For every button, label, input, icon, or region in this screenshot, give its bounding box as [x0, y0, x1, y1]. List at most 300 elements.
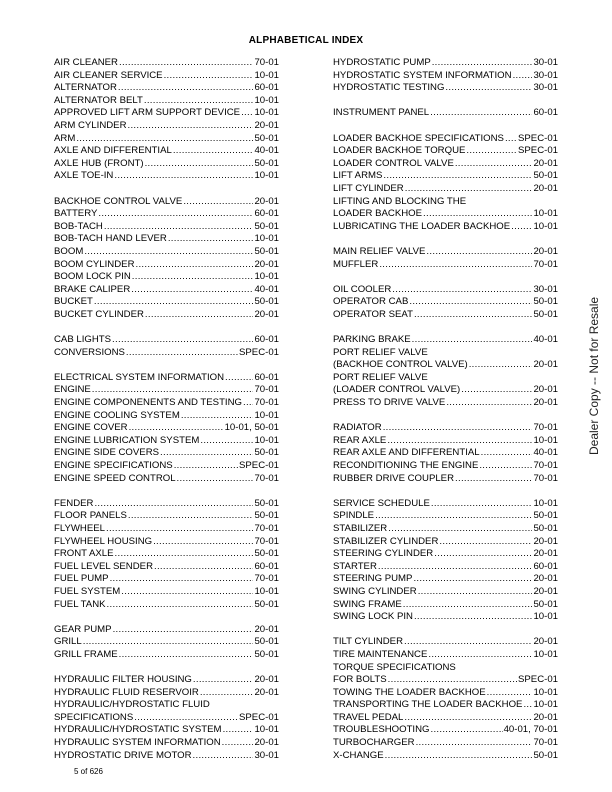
index-entry-topic: AIR CLEANER SERVICE: [54, 69, 163, 81]
dot-leader: [160, 447, 253, 460]
index-entry-page-ref: 20-01: [533, 711, 558, 723]
index-entry-page-ref: 10-01: [533, 699, 558, 711]
index-entry-page-ref: 50-01: [533, 598, 558, 610]
dot-leader: [409, 296, 532, 309]
index-entry-page-ref: 60-01: [254, 560, 279, 572]
index-entry: [333, 724, 558, 737]
index-entry: [54, 347, 279, 360]
index-entry: [333, 259, 558, 272]
index-entry-page-ref: 20-01: [533, 573, 558, 585]
index-entry-page-ref: 70-01: [254, 573, 279, 585]
dot-leader: [136, 259, 254, 272]
index-entry-page-ref: 10-01: [533, 497, 558, 509]
index-entry-topic: AXLE AND DIFFERENTIAL: [54, 145, 172, 157]
dot-leader: [481, 447, 533, 460]
index-entry: [333, 334, 558, 347]
index-entry-topic: CONVERSIONS: [54, 346, 125, 358]
index-entry-page-ref: 20-01: [533, 157, 558, 169]
index-entry-topic: SWING LOCK PIN: [333, 611, 413, 623]
index-entry: [333, 737, 558, 750]
index-entry: [333, 309, 558, 322]
index-entry: [333, 712, 558, 725]
index-entry-topic: X-CHANGE: [333, 749, 384, 761]
index-entry-topic: AXLE HUB (FRONT): [54, 157, 144, 169]
index-entry: [54, 246, 279, 259]
index-spacer: [333, 410, 558, 423]
dot-leader: [94, 296, 254, 309]
index-entry-page-ref: SPEC-01: [239, 460, 279, 471]
dot-leader: [145, 158, 254, 171]
index-entry-topic: ARM CYLINDER: [54, 119, 127, 131]
index-entry: [54, 561, 279, 574]
index-entry: [54, 221, 279, 234]
index-entry: [333, 548, 558, 561]
dot-leader: [164, 70, 254, 83]
index-entry-page-ref: 10-01: [533, 208, 558, 220]
index-entry-topic: HYDROSTATIC PUMP: [333, 57, 431, 68]
index-entry: [333, 750, 558, 763]
index-entry-topic: BRAKE CALIPER: [54, 283, 131, 295]
dot-leader: [126, 347, 238, 360]
index-entry-topic: LOADER BACKHOE TORQUE: [333, 145, 466, 157]
index-entry-page-ref: 10-01: [254, 271, 279, 283]
index-column-left: [54, 57, 279, 762]
index-entry-page-ref: 60-01: [254, 334, 279, 346]
dot-leader: [385, 750, 533, 763]
index-entry: [333, 561, 558, 574]
index-entry-topic: STEERING CYLINDER: [333, 548, 434, 560]
index-entry-page-ref: 10-01, 50-01: [224, 422, 279, 434]
dot-leader: [378, 561, 533, 574]
dot-leader: [118, 82, 254, 95]
index-entry-topic: FUEL SYSTEM: [54, 585, 121, 597]
dot-leader: [432, 57, 533, 70]
dot-leader: [469, 359, 533, 372]
dot-leader: [455, 473, 532, 486]
index-entry-topic: TILT CYLINDER: [333, 636, 404, 648]
index-entry-page-ref: 60-01: [254, 82, 279, 94]
dot-leader: [379, 259, 532, 272]
index-entry-topic: STARTER: [333, 560, 377, 572]
index-entry-page-ref: 20-01: [533, 548, 558, 560]
index-entry: [333, 435, 558, 448]
index-entry-topic: APPROVED LIFT ARM SUPPORT DEVICE: [54, 107, 241, 119]
dot-leader: [134, 712, 238, 725]
index-entry-topic: (BACKHOE CONTROL VALVE): [333, 359, 468, 371]
dot-leader: [392, 284, 532, 297]
index-entry: [333, 170, 558, 183]
index-entry: [54, 145, 279, 158]
index-entry-topic: FENDER: [54, 497, 94, 509]
dot-leader: [405, 183, 533, 196]
index-entry: [333, 82, 558, 95]
index-entry: [333, 473, 558, 486]
index-entry-page-ref: 20-01: [533, 585, 558, 597]
dot-leader: [76, 133, 253, 146]
index-entry: [333, 460, 558, 473]
index-entry: [333, 246, 558, 259]
dot-leader: [200, 687, 254, 700]
index-entry-page-ref: 20-01: [254, 686, 279, 698]
index-entry-page-ref: 50-01: [254, 447, 279, 459]
dot-leader: [439, 536, 532, 549]
index-entry-topic: ELECTRICAL SYSTEM INFORMATION: [54, 371, 225, 383]
dot-leader: [413, 573, 532, 586]
index-entry-page-ref: 50-01: [254, 510, 279, 522]
dot-leader: [434, 548, 532, 561]
index-entry: [333, 208, 558, 221]
index-entry-topic: RUBBER DRIVE COUPLER: [333, 472, 455, 484]
index-entry-topic: FOR BOLTS: [333, 674, 387, 686]
dot-leader: [423, 208, 532, 221]
dot-leader: [154, 561, 253, 574]
index-entry-page-ref: 20-01: [254, 195, 279, 207]
index-entry-topic: LUBRICATING THE LOADER BACKHOE: [333, 220, 511, 232]
dot-leader: [92, 384, 254, 397]
side-watermark-note: Dealer Copy -- Not for Resale: [587, 296, 601, 455]
index-entry: [54, 170, 279, 183]
index-entry: [54, 460, 279, 473]
index-entry-topic: INSTRUMENT PANEL: [333, 107, 430, 119]
index-entry-topic: HYDRAULIC/HYDROSTATIC FLUID: [54, 699, 210, 711]
index-entry: [54, 296, 279, 309]
index-entry: [333, 599, 558, 612]
index-entry-page-ref: 30-01: [533, 82, 558, 94]
index-entry: [54, 70, 279, 83]
index-entry-topic: FUEL TANK: [54, 598, 106, 610]
index-entry-topic: ENGINE SPECIFICATIONS: [54, 460, 173, 471]
index-entry-page-ref: 20-01: [533, 182, 558, 194]
index-entry-topic: FUEL LEVEL SENDER: [54, 560, 153, 572]
index-entry-page-ref: 60-01: [254, 208, 279, 220]
index-entry: [54, 636, 279, 649]
index-entry: [54, 397, 279, 410]
index-entry: [333, 523, 558, 536]
index-entry-page-ref: 50-01: [533, 510, 558, 522]
dot-leader: [403, 599, 533, 612]
index-entry: [54, 687, 279, 700]
index-entry: [54, 447, 279, 460]
index-entry: [333, 133, 558, 146]
index-entry: [54, 334, 279, 347]
index-entry-topic: PORT RELIEF VALVE: [333, 371, 428, 383]
index-entry-topic: HYDROSTATIC DRIVE MOTOR: [54, 749, 192, 761]
dot-leader: [121, 586, 253, 599]
dot-leader: [128, 120, 254, 133]
index-entry-topic: LOADER BACKHOE: [333, 208, 423, 220]
index-entry-topic: STABILIZER: [333, 522, 388, 534]
dot-leader: [145, 309, 254, 322]
index-entry-page-ref: 40-01: [254, 145, 279, 157]
index-entry-topic: BUCKET: [54, 296, 93, 308]
index-entry-page-ref: 10-01: [254, 233, 279, 245]
index-entry-page-ref: 40-01: [533, 334, 558, 346]
index-entry: [54, 309, 279, 322]
dot-leader: [84, 246, 253, 259]
index-entry-page-ref: 10-01: [533, 434, 558, 446]
index-entry-topic: HYDRAULIC FLUID RESERVOIR: [54, 686, 199, 698]
index-entry: [333, 221, 558, 234]
index-entry: [54, 107, 279, 120]
index-entry-topic: FLYWHEEL: [54, 522, 105, 534]
index-entry-page-ref: SPEC-01: [518, 674, 558, 686]
dot-leader: [181, 410, 254, 423]
index-entry: [54, 259, 279, 272]
dot-leader: [225, 372, 253, 385]
dot-leader: [511, 221, 532, 234]
index-entry-topic: REAR AXLE AND DIFFERENTIAL: [333, 447, 480, 459]
index-entry: [333, 447, 558, 460]
index-entry-page-ref: 20-01: [533, 384, 558, 396]
index-entry-page-ref: 50-01: [254, 157, 279, 169]
index-entry: [54, 372, 279, 385]
dot-leader: [128, 510, 254, 523]
index-entry-topic: LOADER BACKHOE SPECIFICATIONS: [333, 132, 504, 144]
dot-leader: [414, 309, 532, 322]
index-entry-page-ref: 50-01: [533, 308, 558, 320]
index-entry-topic: RADIATOR: [333, 422, 382, 434]
dot-leader: [414, 611, 532, 624]
index-entry-page-ref: 20-01: [533, 359, 558, 371]
index-spacer: [54, 321, 279, 334]
index-entry: [54, 712, 279, 725]
page-title: ALPHABETICAL INDEX: [248, 35, 364, 46]
dot-leader: [388, 674, 517, 687]
index-entry-topic: BOOM LOCK PIN: [54, 271, 131, 283]
index-entry-topic: SPECIFICATIONS: [54, 711, 134, 723]
index-entry: [333, 498, 558, 511]
index-entry-topic: GEAR PUMP: [54, 623, 112, 635]
dot-leader: [404, 636, 532, 649]
dot-leader: [383, 422, 533, 435]
index-entry: [333, 57, 558, 70]
index-entry-page-ref: 20-01: [254, 737, 279, 749]
index-spacer: [54, 611, 279, 624]
index-entry: [54, 498, 279, 511]
index-entry-page-ref: 10-01: [533, 220, 558, 232]
index-entry-topic: MAIN RELIEF VALVE: [333, 245, 426, 257]
dot-leader: [243, 397, 253, 410]
index-entry: [54, 384, 279, 397]
index-entry: [333, 510, 558, 523]
dot-leader: [174, 460, 238, 473]
index-entry-topic: RECONDITIONING THE ENGINE: [333, 460, 479, 471]
index-entry-page-ref: 30-01: [533, 283, 558, 295]
index-entry-page-ref: 70-01: [533, 737, 558, 749]
dot-leader: [446, 397, 532, 410]
dot-leader: [466, 145, 517, 158]
index-entry: [54, 699, 279, 712]
index-entry-topic: ENGINE COMPONENENTS AND TESTING: [54, 397, 242, 409]
index-spacer: [333, 271, 558, 284]
index-entry-topic: SERVICE SCHEDULE: [333, 497, 430, 509]
index-entry-topic: TORQUE SPECIFICATIONS: [333, 661, 456, 673]
index-entry: [54, 573, 279, 586]
index-entry: [333, 347, 558, 360]
index-entry-topic: ENGINE LUBRICATION SYSTEM: [54, 434, 200, 446]
index-entry-page-ref: 10-01: [254, 69, 279, 81]
index-entry-topic: OPERATOR SEAT: [333, 308, 413, 320]
index-entry-page-ref: 30-01: [533, 57, 558, 68]
index-entry-topic: HYDROSTATIC TESTING: [333, 82, 445, 94]
index-entry: [54, 233, 279, 246]
index-entry-topic: ENGINE COVER: [54, 422, 128, 434]
index-entry-page-ref: 70-01: [254, 57, 279, 68]
dot-leader: [94, 498, 253, 511]
index-entry-topic: GRILL: [54, 636, 82, 648]
index-entry-topic: BATTERY: [54, 208, 98, 220]
index-spacer: [333, 120, 558, 133]
index-entry: [54, 473, 279, 486]
dot-leader: [513, 70, 533, 83]
index-entry: [333, 674, 558, 687]
dot-leader: [455, 158, 533, 171]
index-entry-page-ref: SPEC-01: [239, 711, 279, 723]
index-entry: [54, 284, 279, 297]
index-entry-topic: SPINDLE: [333, 510, 375, 522]
index-entry: [54, 649, 279, 662]
index-entry-topic: LIFT CYLINDER: [333, 182, 404, 194]
index-entry: [54, 120, 279, 133]
dot-leader: [114, 170, 253, 183]
dot-leader: [487, 687, 533, 700]
index-entry: [333, 573, 558, 586]
index-entry: [54, 57, 279, 70]
dot-leader: [110, 573, 254, 586]
index-entry: [54, 271, 279, 284]
index-entry: [54, 435, 279, 448]
index-entry: [54, 599, 279, 612]
dot-leader: [387, 435, 532, 448]
index-entry: [333, 183, 558, 196]
index-entry-topic: SWING CYLINDER: [333, 585, 417, 597]
index-entry-page-ref: 50-01: [254, 648, 279, 660]
index-entry: [333, 384, 558, 397]
index-entry-topic: ARM: [54, 132, 76, 144]
index-entry-page-ref: 50-01: [254, 132, 279, 144]
index-entry-topic: STEERING PUMP: [333, 573, 413, 585]
index-entry-page-ref: SPEC-01: [518, 132, 558, 144]
dot-leader: [107, 599, 254, 612]
index-entry: [54, 674, 279, 687]
dot-leader: [193, 750, 254, 763]
index-entry-page-ref: 50-01: [254, 497, 279, 509]
index-entry-page-ref: 10-01: [254, 585, 279, 597]
index-entry-topic: ENGINE SPEED CONTROL: [54, 472, 176, 484]
index-entry-topic: HYDRAULIC/HYDROSTATIC SYSTEM: [54, 724, 222, 736]
dot-leader: [426, 246, 532, 259]
index-entry-page-ref: 60-01: [254, 371, 279, 383]
index-entry-topic: TRAVEL PEDAL: [333, 711, 404, 723]
index-spacer: [54, 359, 279, 372]
dot-leader: [461, 384, 532, 397]
index-entry-topic: AIR CLEANER: [54, 57, 118, 68]
index-entry-page-ref: 20-01: [254, 623, 279, 635]
index-entry-topic: ALTERNATOR BELT: [54, 94, 143, 106]
index-spacer: [54, 183, 279, 196]
index-entry-page-ref: 10-01: [254, 94, 279, 106]
index-entry-topic: BOB-TACH HAND LEVER: [54, 233, 167, 245]
index-entry: [333, 662, 558, 675]
index-entry: [333, 699, 558, 712]
index-entry: [54, 510, 279, 523]
index-entry: [333, 636, 558, 649]
index-entry: [333, 196, 558, 209]
index-entry-page-ref: 10-01: [254, 107, 279, 119]
index-entry-topic: FRONT AXLE: [54, 548, 114, 560]
page-number-footer: 5 of 626: [74, 767, 103, 776]
index-entry-page-ref: 50-01: [254, 598, 279, 610]
index-entry-topic: REAR AXLE: [333, 434, 387, 446]
index-spacer: [333, 485, 558, 498]
index-entry: [54, 158, 279, 171]
index-entry: [54, 133, 279, 146]
dot-leader: [153, 536, 253, 549]
index-entry-topic: BOB-TACH: [54, 220, 103, 232]
index-entry: [333, 372, 558, 385]
index-entry-topic: TURBOCHARGER: [333, 737, 415, 749]
index-entry-topic: PRESS TO DRIVE VALVE: [333, 397, 446, 409]
index-entry-page-ref: SPEC-01: [518, 145, 558, 157]
dot-leader: [431, 498, 533, 511]
index-entry-page-ref: 50-01: [533, 522, 558, 534]
index-entry: [333, 284, 558, 297]
index-spacer: [333, 233, 558, 246]
index-entry-topic: TRANSPORTING THE LOADER BACKHOE: [333, 699, 523, 711]
index-entry-page-ref: 60-01: [533, 107, 558, 119]
index-entry-page-ref: 30-01: [533, 69, 558, 81]
index-entry-page-ref: 70-01: [254, 384, 279, 396]
index-entry-page-ref: 10-01: [254, 409, 279, 421]
index-entry: [54, 208, 279, 221]
index-entry: [333, 611, 558, 624]
index-entry-topic: FLYWHEEL HOUSING: [54, 535, 153, 547]
index-entry: [54, 196, 279, 209]
index-entry-page-ref: 70-01: [254, 522, 279, 534]
index-entry-topic: (LOADER CONTROL VALVE): [333, 384, 461, 396]
index-entry-topic: LIFTING AND BLOCKING THE: [333, 195, 467, 207]
index-entry-page-ref: 50-01: [254, 220, 279, 232]
index-entry-page-ref: 70-01: [533, 472, 558, 484]
dot-leader: [115, 548, 254, 561]
index-entry: [333, 359, 558, 372]
index-entry-page-ref: 10-01: [254, 724, 279, 736]
index-entry-page-ref: 10-01: [533, 648, 558, 660]
dot-leader: [132, 271, 254, 284]
index-entry-page-ref: 40-01: [533, 447, 558, 459]
index-entry-page-ref: 70-01: [254, 397, 279, 409]
index-entry-topic: HYDRAULIC FILTER HOUSING: [54, 674, 192, 686]
index-entry-topic: HYDRAULIC SYSTEM INFORMATION: [54, 737, 221, 749]
index-entry: [333, 649, 558, 662]
index-entry-topic: HYDROSTATIC SYSTEM INFORMATION: [333, 69, 512, 81]
index-entry-page-ref: 20-01: [533, 397, 558, 409]
index-entry-page-ref: 20-01: [254, 308, 279, 320]
index-entry-topic: CAB LIGHTS: [54, 334, 112, 346]
index-entry-page-ref: 70-01: [533, 258, 558, 270]
index-entry: [333, 397, 558, 410]
index-entry-page-ref: 50-01: [254, 245, 279, 257]
index-entry-page-ref: 10-01: [533, 611, 558, 623]
dot-leader: [106, 523, 253, 536]
index-entry: [333, 422, 558, 435]
index-entry-page-ref: 40-01: [254, 283, 279, 295]
dot-leader: [112, 334, 253, 347]
dot-leader: [131, 284, 253, 297]
index-entry: [54, 724, 279, 737]
index-entry: [54, 536, 279, 549]
dot-leader: [173, 145, 254, 158]
